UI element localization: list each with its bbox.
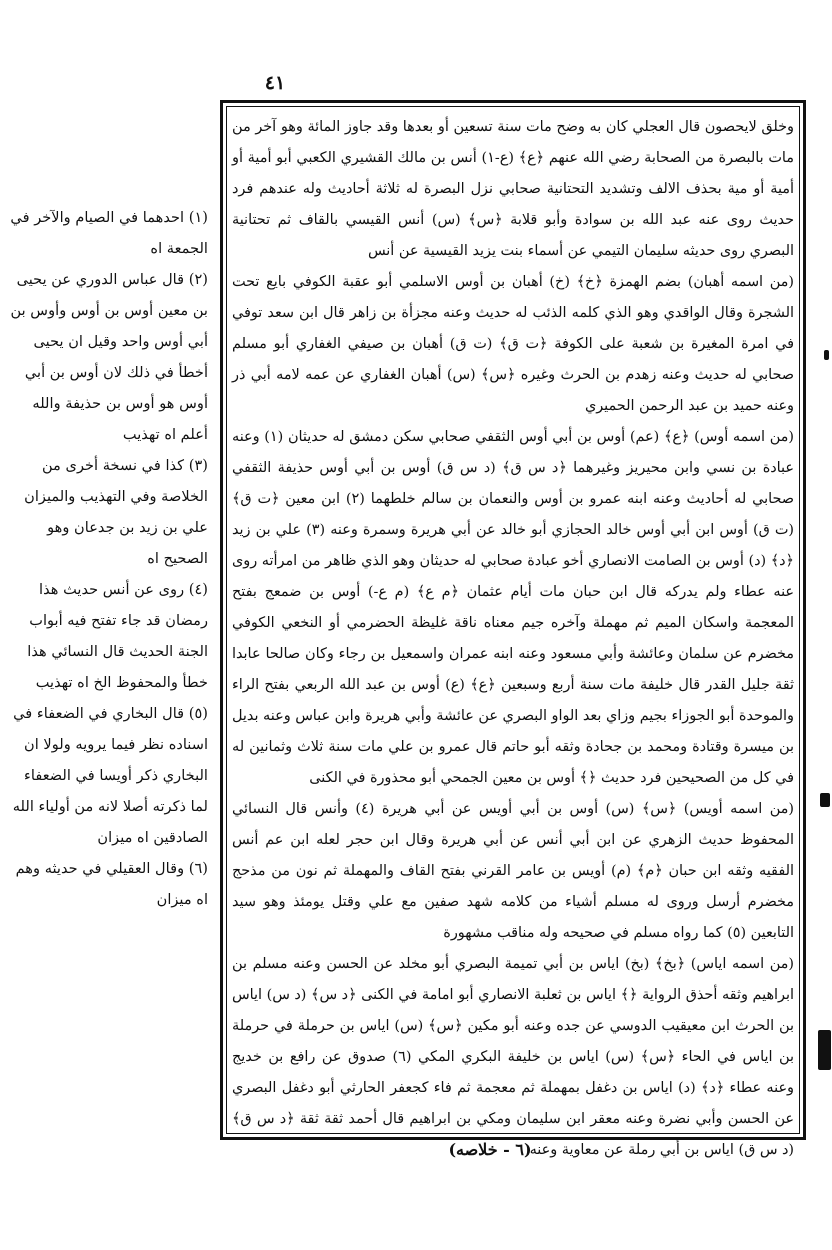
- page-number: ٤١: [264, 72, 286, 94]
- paragraph-anas: وخلق لايحصون قال العجلي كان به وضح مات سنة تسعين أو بعدها وقد جاوز المائة وهو آخر من مات بالبصرة من الصحابة رضي الله عنهم ﴿ع﴾ (ع-١) أنس بن مالك القشيري الكعبي أبو أمية أو أمية أو مية بحذف الالف وتشديد التحتانية صحابي نزل البصرة له ثلاثة أحاديث وله عندهم فرد حديث روى عنه عبد الله بن سوادة وأبو قلابة ﴿س﴾ (س) أنس القيسي بالقاف ثم تحتانية البصري روى حديثه سليمان التيمي عن أسماء بنت يزيد القيسية عن أنس: [232, 119, 794, 259]
- margin-note-4: (٤) روى عن أنس حديث هذا رمضان قد جاء تفتح فيه أبواب الجنة الحديث قال النسائي هذا خطأ والمحفوظ الخ اه تهذيب: [27, 581, 208, 691]
- margin-note-6: (٦) وقال العقيلي في حديثه وهم اه ميزان: [15, 860, 208, 908]
- paragraph-iyas: (من اسمه اياس) ﴿بخ﴾ (بخ) اياس بن أبي تميمة البصري أبو مخلد عن الحسن وعنه مسلم بن ابراهيم وثقه أحذق الرواية ﴿﴾ اياس بن ثعلبة الانصاري أبو امامة في الكنى ﴿د س﴾ (د س) اياس بن الحرث ابن معيقيب الدوسي عن جده وعنه أبو مكين ﴿س﴾ (س) اياس بن حرملة في حرملة بن اياس في الحاء ﴿س﴾ (س) اياس بن خليفة البكري المكي (٦) صدوق عن رافع بن خديج وعنه عطاء ﴿د﴾ (د) اياس بن دغفل بمهملة ثم معجمة ثم فاء كجعفر الحارثي أبو دغفل البصري عن الحسن وأبي نضرة وعنه معقر ابن سليمان ومكي بن ابراهيم قال أحمد ثقة ثقة ﴿د س ق﴾ (د س ق) اياس بن أبي رملة عن معاوية وعنه: [232, 956, 794, 1158]
- paragraph-ahban: (من اسمه أهبان) بضم الهمزة ﴿خ﴾ (خ) أهبان بن أوس الاسلمي أبو عقبة الكوفي بايع تحت الشجرة وقال الواقدي وهو الذي كلمه الذئب له حديث وعنه مجزأة بن زاهر قال ابن سعد توفي في امرة المغيرة بن شعبة على الكوفة ﴿ت ق﴾ (ت ق) أهبان بن صيفي الغفاري أبو مسلم صحابي له حديث وعنه زهدم بن الحرث وغيره ﴿س﴾ (س) أهبان الغفاري عن عمه لامه أبي ذر وعنه حميد بن عبد الرحمن الحميري: [232, 274, 794, 414]
- paragraph-uwais: (من اسمه أويس) ﴿س﴾ (س) أوس بن أبي أويس عن أبي هريرة (٤) وأنس قال النسائي المحفوظ حديث الزهري عن ابن أبي أنس عن أبي هريرة وقال ابن حجر لعله ابن عم أنس الفقيه وثقه ابن حبان ﴿م﴾ (م) أويس بن عامر القرني بفتح القاف والمهملة ثم نون من مذحج مخضرم أرسل وروى له مسلم أشياء من كلامه شهد صفين مع علي وقتل يومئذ وهو سيد التابعين (٥) كما رواه مسلم في صحيحه وله مناقب مشهورة: [232, 801, 794, 941]
- margin-note-5: (٥) قال البخاري في الضعفاء في اسناده نظر فيما يرويه ولولا ان البخاري ذكر أويسا في الضعفاء لما ذكرته أصلا لانه من أولياء الله الصادقين اه ميزان: [12, 705, 208, 846]
- footer-signature: (٦ - خلاصه): [448, 1140, 532, 1159]
- margin-notes: [8, 202, 208, 962]
- margin-note-3: (٣) كذا في نسخة أخرى من الخلاصة وفي التهذيب والميزان علي بن زيد بن جدعان وهو الصحيح اه: [24, 457, 208, 567]
- margin-note-1: (١) احدهما في الصيام والآخر في الجمعة اه: [10, 209, 208, 257]
- scan-mark-right-bottom: [818, 1030, 831, 1070]
- margin-note-2: (٢) قال عباس الدوري عن يحيى بن معين أوس بن أوس وأوس بن أبي أوس واحد وقيل ان يحيى أخطأ في ذلك لان أوس بن أبي أوس هو أوس بن حذيفة والله أعلم اه تهذيب: [10, 271, 208, 443]
- scan-mark-right-top: [824, 350, 829, 360]
- paragraph-aws: (من اسمه أوس) ﴿ع﴾ (عم) أوس بن أبي أوس الثقفي صحابي سكن دمشق له حديثان (١) وعنه عبادة بن نسي وابن محيريز وغيرهما ﴿د س ق﴾ (د س ق) أوس بن أبي أوس حذيفة الثقفي صحابي له أحاديث وعنه ابنه عمرو بن أوس والنعمان بن سالم خلطهما (٢) ابن معين ﴿ت ق﴾ (ت ق) أوس ابن أبي أوس خالد الحجازي أبو خالد عن أبي هريرة وسمرة وعنه (٣) علي بن زيد ﴿د﴾ (د) أوس بن الصامت الانصاري أخو عبادة صحابي له حديثان وهو الذي ظاهر من امرأته روى عنه عطاء ولم يدركه قال ابن حبان مات أيام عثمان ﴿م ع﴾ (م ع-) أوس بن ضمعج بفتح المعجمة واسكان الميم ثم مهملة وآخره جيم معناه ناقة غليظة الحضرمي أو النخعي الكوفي مخضرم عن سلمان وعائشة وأبي مسعود وعنه ابنه عمران واسمعيل بن رجاء وكان صالحا عابدا ثقة جليل القدر قال خليفة مات سنة أربع وسبعين ﴿ع﴾ (ع) أوس بن عبد الله الربعي بفتح الراء والموحدة أبو الجوزاء بجيم وزاي بعد الواو البصري عن عائشة وأبي هريرة وابن عباس وعنه بديل بن ميسرة وقتادة ومحمد بن جحادة وثقه أبو حاتم قال عمرو بن علي مات سنة ثلاث وثمانين له في كل من الصحيحين فرد حديث ﴿﴾ أوس بن معين الجمحي أبو محذورة في الكنى: [232, 429, 794, 786]
- scan-mark-right-middle: [820, 793, 830, 807]
